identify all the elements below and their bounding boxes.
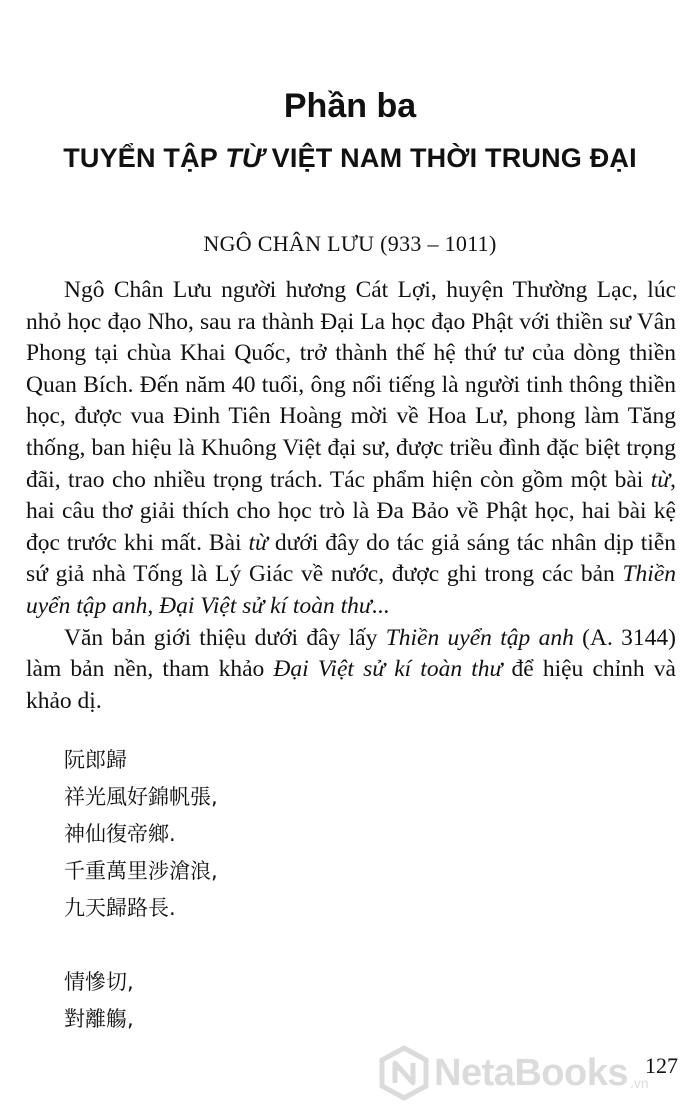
section-heading-author: NGÔ CHÂN LƯU (933 – 1011) (203, 231, 497, 256)
subtitle-after: VIỆT NAM THỜI TRUNG ĐẠI (263, 143, 637, 173)
poem-line: 千重萬里涉滄浪, (64, 859, 218, 883)
watermark-suffix: .vn (630, 1075, 649, 1091)
poem-line: 神仙復帝鄉. (64, 822, 176, 846)
part-subtitle (0, 140, 700, 176)
stanza-gap (64, 927, 464, 964)
netabooks-watermark (378, 1040, 674, 1106)
poem-chinese-text (64, 742, 464, 1038)
p1-text-3: dưới đây do tác giả sáng tác nhân dịp tiễn sứ giả nhà Tống là Lý Giác về nước, được ghi trong các bản (26, 529, 677, 588)
subtitle-italic-tu: TỪ (225, 143, 264, 173)
page-number: 127 (645, 1053, 678, 1078)
body-text (26, 275, 676, 717)
poem-line: 對離觴, (64, 1007, 134, 1031)
p2-italic-2: Đại Việt sử kí toàn thư (273, 656, 503, 683)
p1-text-4: ... (371, 592, 390, 619)
p1-text-1: Ngô Chân Lưu người hương Cát Lợi, huyện Thường Lạc, lúc nhỏ học đạo Nho, sau ra thành Đại La học đạo Phật với thiền sư Vân Phong tại chùa Khai Quốc, trở thành thế hệ thứ tư của dòng thiền Quan Bích. Đến năm 40 tuổi, ông nổi tiếng là người tinh thông thiền học, được vua Đinh Tiên Hoàng mời về Hoa Lư, phong làm Tăng thống, ban hiệu là Khuông Việt đại sư, được triều đình đặc biệt trọng đãi, trao cho nhiều trọng trách. Tác phẩm hiện còn gồm một bài (26, 277, 676, 493)
p2-text-2: (A. 3144) làm bản nền, tham khảo (26, 624, 676, 683)
subtitle-before: TUYỂN TẬP (63, 143, 226, 173)
paragraph-author-bio (26, 275, 676, 623)
netabooks-logo-icon (378, 1045, 430, 1101)
p2-italic-1: Thiền uyển tập anh (385, 624, 574, 651)
poem-title: 阮郎歸 (64, 748, 127, 772)
watermark-brand: NetaBooks (434, 1051, 628, 1094)
paragraph-source-note (26, 623, 676, 718)
p1-italic-1: từ (650, 466, 671, 493)
p2-text-3: để hiệu chỉnh và khảo dị. (26, 656, 676, 714)
part-title: Phần ba (283, 87, 417, 125)
p1-italic-2: từ (248, 529, 268, 556)
poem-line: 祥光風好錦帆張, (64, 785, 218, 809)
p1-italic-3: Thiền uyển tập anh, Đại Việt sử kí toàn thư (26, 561, 676, 619)
p1-text-2: , hai câu thơ giải thích cho học trò là Đa Bảo về Phật học, hai bài kệ đọc trước khi mất. Bài (26, 466, 676, 556)
poem-line: 情慘切, (64, 970, 134, 994)
poem-line: 九天歸路長. (64, 896, 176, 920)
p2-text-1: Văn bản giới thiệu dưới đây lấy (64, 624, 386, 651)
